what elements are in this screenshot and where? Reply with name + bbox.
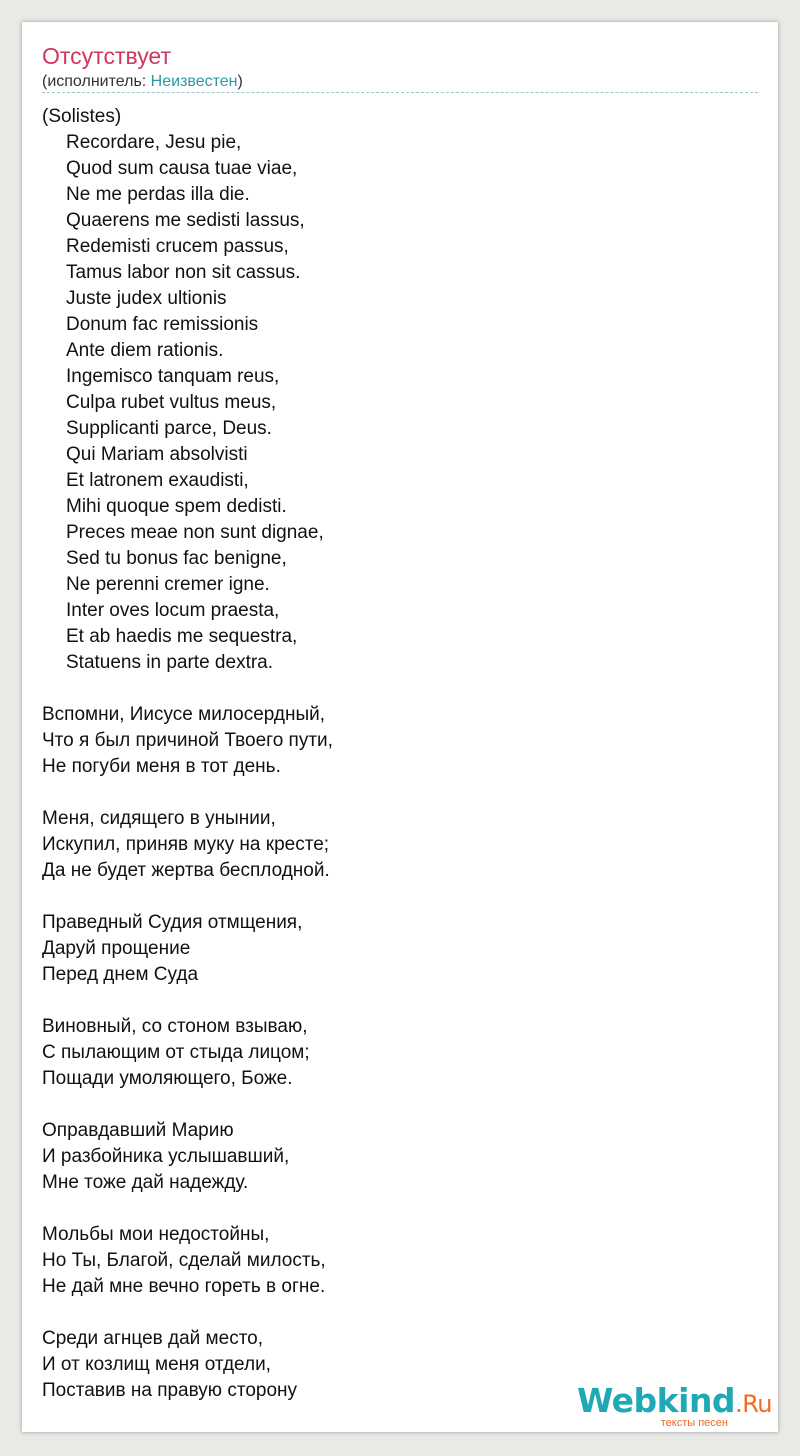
lyric-line: Искупил, приняв муку на кресте; [42, 834, 330, 855]
lyrics-card [22, 22, 778, 1432]
lyric-line: Но Ты, Благой, сделай милость, [42, 1250, 326, 1271]
lyric-line: Sed tu bonus fac benigne, [66, 548, 287, 569]
artist-suffix: ) [237, 73, 243, 90]
lyric-line: Tamus labor non sit cassus. [66, 262, 301, 283]
lyric-line: Не дай мне вечно гореть в огне. [42, 1276, 326, 1297]
lyric-line: Supplicanti parce, Deus. [66, 418, 272, 439]
song-title: Отсутствует [42, 43, 171, 69]
lyric-line: Среди агнцев дай место, [42, 1328, 264, 1349]
lyric-line: С пылающим от стыда лицом; [42, 1042, 310, 1063]
lyric-line: Меня, сидящего в унынии, [42, 808, 276, 829]
lyric-line: Праведный Судия отмщения, [42, 912, 303, 933]
lyric-line: Мне тоже дай надежду. [42, 1172, 249, 1193]
stanza-break [42, 780, 742, 806]
lyric-line: Qui Mariam absolvisti [66, 444, 248, 465]
lyric-line: Donum fac remissionis [66, 314, 259, 335]
lyric-line: Пощади умоляющего, Боже. [42, 1068, 293, 1089]
lyric-line: Mihi quoque spem dedisti. [66, 496, 287, 517]
site-logo[interactable] [572, 1382, 772, 1430]
lyric-line: Оправдавший Марию [42, 1120, 234, 1141]
lyric-line: Да не будет жертва бесплодной. [42, 860, 330, 881]
lyric-line: Inter oves locum praesta, [66, 600, 280, 621]
artist-line [42, 72, 243, 92]
lyric-line: Вспомни, Иисусе милосердный, [42, 704, 326, 725]
lyric-line: Мольбы мои недостойны, [42, 1224, 270, 1245]
lyric-line: Quod sum causa tuae viae, [66, 158, 298, 179]
lyric-line: Quaerens me sedisti lassus, [66, 210, 305, 231]
lyric-line: Поставив на правую сторону [42, 1380, 298, 1401]
lyric-line: Ingemisco tanquam reus, [66, 366, 280, 387]
lyric-line: Recordare, Jesu pie, [66, 132, 242, 153]
lyric-line: (Solistes) [42, 106, 122, 127]
artist-link[interactable]: Неизвестен [150, 73, 238, 90]
lyric-line: Даруй прощение [42, 938, 191, 959]
lyric-line: Culpa rubet vultus meus, [66, 392, 277, 413]
lyric-line: И разбойника услышавший, [42, 1146, 290, 1167]
lyrics-body [42, 104, 742, 1404]
logo-tld: .Ru [735, 1390, 772, 1418]
logo-tagline: тексты песен [660, 1417, 728, 1429]
stanza-break [42, 1196, 742, 1222]
lyric-line: Не погуби меня в тот день. [42, 756, 281, 777]
lyric-line: И от козлищ меня отдели, [42, 1354, 271, 1375]
stanza-break [42, 988, 742, 1014]
lyric-line: Et ab haedis me sequestra, [66, 626, 298, 647]
lyric-line: Ne perenni cremer igne. [66, 574, 270, 595]
lyric-line: Ante diem rationis. [66, 340, 224, 361]
lyric-line: Что я был причиной Твоего пути, [42, 730, 333, 751]
stanza-break [42, 1300, 742, 1326]
stanza-break [42, 884, 742, 910]
header-divider [42, 92, 758, 93]
lyric-line: Et latronem exaudisti, [66, 470, 249, 491]
lyric-line: Перед днем Суда [42, 964, 199, 985]
artist-prefix: (исполнитель: [42, 73, 151, 90]
stanza-break [42, 676, 742, 702]
lyric-line: Redemisti crucem passus, [66, 236, 289, 257]
lyric-line: Juste judex ultionis [66, 288, 227, 309]
stanza-break [42, 1092, 742, 1118]
lyric-line: Preces meae non sunt dignae, [66, 522, 324, 543]
lyric-line: Виновный, со стоном взываю, [42, 1016, 308, 1037]
lyric-line: Ne me perdas illa die. [66, 184, 250, 205]
lyric-line: Statuens in parte dextra. [66, 652, 274, 673]
logo-name: Webkind [576, 1381, 736, 1420]
